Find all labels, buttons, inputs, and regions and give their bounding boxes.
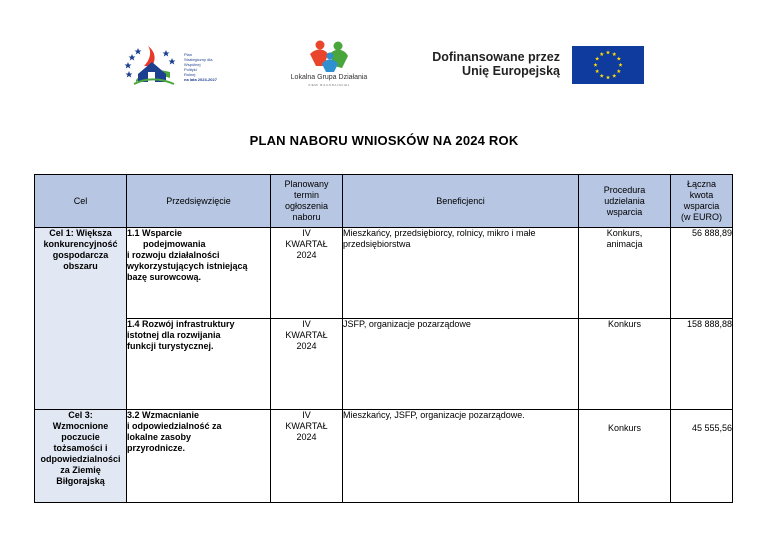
- kwota-cell: 158 888,88: [671, 319, 733, 410]
- header-przedsiewziecie: Przedsięwzięcie: [127, 175, 271, 228]
- beneficjenci-cell: JSFP, organizacje pozarządowe: [343, 319, 579, 410]
- eu-star: [600, 74, 604, 78]
- eu-star: [618, 63, 622, 67]
- eu-star: [595, 57, 599, 61]
- psp-logo: [122, 42, 232, 86]
- kwota-cell: 45 555,56: [671, 410, 733, 503]
- beneficjenci-cell: Mieszkańcy, przedsiębiorcy, rolnicy, mikro i małe przedsiębiorstwa: [343, 228, 579, 319]
- lgd-people-icon: [286, 38, 372, 74]
- lgd-name: Lokalna Grupa Działania: [290, 74, 368, 81]
- header-procedura: Procedura udzielania wsparcia: [579, 175, 671, 228]
- header-termin: Planowany termin ogłoszenia naboru: [271, 175, 343, 228]
- przedsiewziecie-cell: 1.4 Rozwój infrastruktury istotnej dla rozwijania funkcji turystycznej.: [127, 319, 271, 410]
- termin-cell: IV KWARTAŁ 2024: [271, 319, 343, 410]
- eu-star: [593, 63, 597, 67]
- eu-star: [612, 52, 616, 56]
- eu-star: [600, 52, 604, 56]
- eu-star: [612, 74, 616, 78]
- eu-cofunding-text: Dofinansowane przez Unię Europejską: [432, 50, 560, 78]
- eu-star: [606, 75, 610, 79]
- kwota-cell: 56 888,89: [671, 228, 733, 319]
- table-header-row: [35, 175, 733, 228]
- eu-flag-icon: [572, 46, 644, 84]
- lgd-subtitle: ZIEMI BIŁGORAJSKIEJ: [308, 83, 350, 87]
- procedura-cell: Konkurs: [579, 410, 671, 503]
- logo-header: [0, 0, 768, 110]
- psp-logo-text: Plan Strategiczny dla Wspólnej Polityki Rolnej na lata 2023-2027: [184, 52, 217, 82]
- table-row: [35, 228, 733, 319]
- header-beneficjenci: Beneficjenci: [343, 175, 579, 228]
- page-title: PLAN NABORU WNIOSKÓW NA 2024 ROK: [249, 133, 519, 148]
- psp-emblem-icon: [122, 42, 182, 86]
- beneficjenci-cell: Mieszkańcy, JSFP, organizacje pozarządowe.: [343, 410, 579, 503]
- header-cel: Cel: [35, 175, 127, 228]
- recruitment-plan-table: [34, 174, 733, 503]
- eu-star: [595, 69, 599, 73]
- procedura-cell: Konkurs, animacja: [579, 228, 671, 319]
- przedsiewziecie-cell: 1.1 Wsparcie podejmowania i rozwoju działalności wykorzystujących istniejącą bazę surowcową.: [127, 228, 271, 319]
- table-row: [35, 319, 733, 410]
- eu-star: [617, 57, 621, 61]
- eu-star: [606, 50, 610, 54]
- table-row: [35, 410, 733, 503]
- eu-star: [617, 69, 621, 73]
- termin-cell: IV KWARTAŁ 2024: [271, 228, 343, 319]
- cel-3-cell: Cel 3: Wzmocnione poczucie tożsamości i odpowiedzialności za Ziemię Biłgorajską: [35, 410, 127, 503]
- procedura-cell: Konkurs: [579, 319, 671, 410]
- termin-cell: IV KWARTAŁ 2024: [271, 410, 343, 503]
- lgd-logo: [286, 38, 372, 90]
- header-kwota: Łączna kwota wsparcia (w EURO): [671, 175, 733, 228]
- przedsiewziecie-cell: 3.2 Wzmacnianie i odpowiedzialność za lokalne zasoby przyrodnicze.: [127, 410, 271, 503]
- cel-1-cell: Cel 1: Większa konkurencyjność gospodarcza obszaru: [35, 228, 127, 410]
